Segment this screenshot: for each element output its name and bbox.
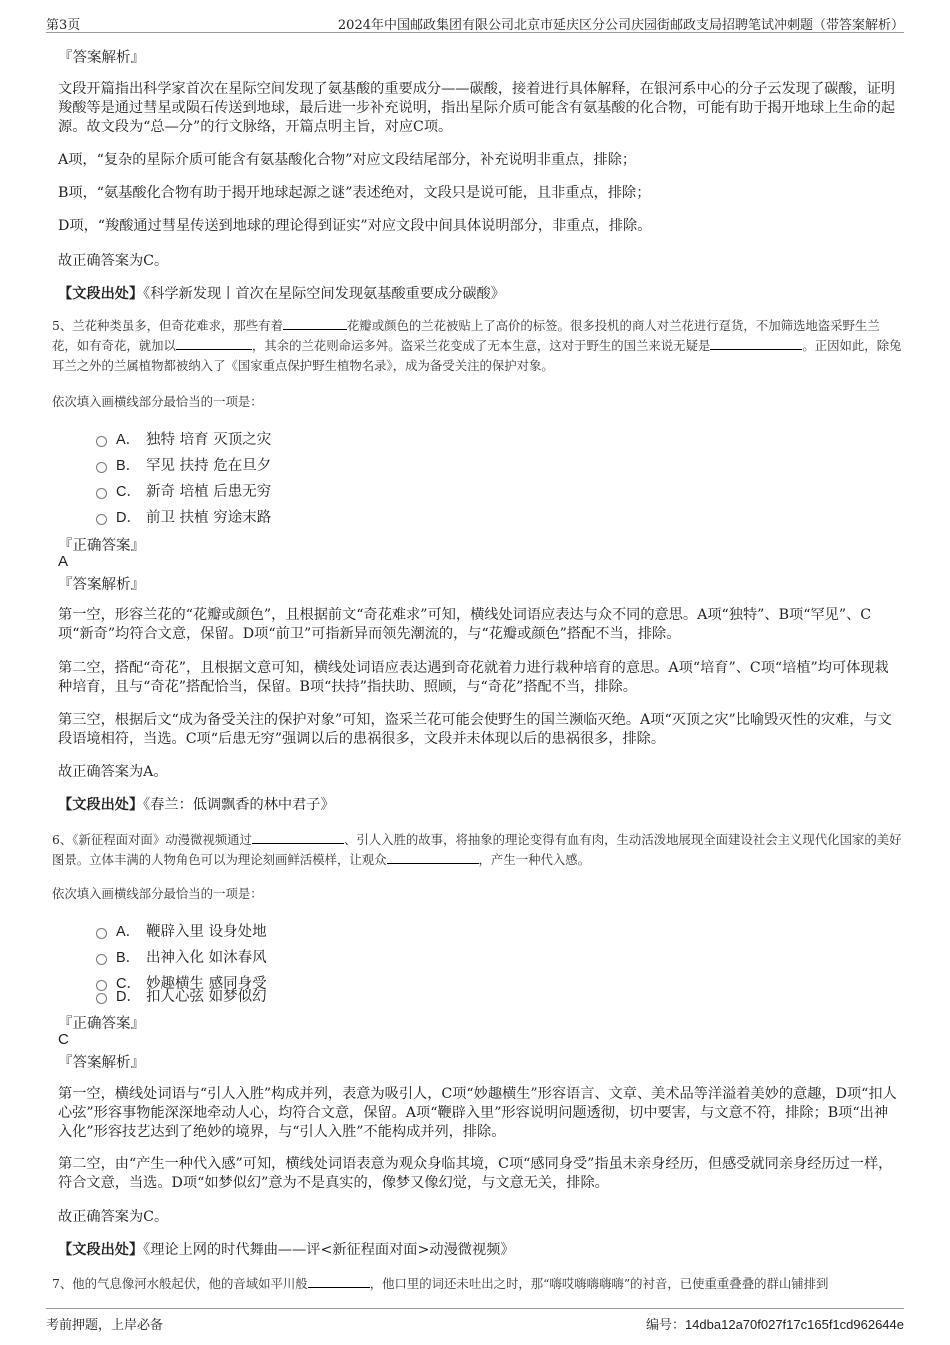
q5-conclusion: 故正确答案为A。	[58, 764, 168, 780]
q6-answer: C	[58, 1031, 69, 1048]
q5-analysis-2: 第二空，搭配“奇花”，且根据文意可知，横线处词语应表达遇到奇花就着力进行栽种培育的意思。A项“培育”、C项“培植”均可体现栽种培育，且与“奇花”搭配恰当，保留。B项“扶持”指扶助、照顾，与“奇花”搭配不当，排除。	[58, 660, 889, 695]
q5-option-a[interactable]: A． 独特 培育 灭顶之灾	[96, 428, 271, 449]
q5-option-c[interactable]: C． 新奇 培植 后患无穷	[96, 480, 271, 501]
q6-instruction: 依次填入画横线部分最恰当的一项是：	[52, 886, 263, 901]
q6-option-a[interactable]: A． 鞭辟入里 设身处地	[96, 920, 267, 941]
page-number: 第3页	[46, 18, 81, 33]
footer-slogan: 考前押题，上岸必备	[46, 1318, 164, 1333]
q5-analysis-3: 第三空，根据后文“成为备受关注的保护对象”可知，盗采兰花可能会使野生的国兰濒临灭绝。A项“灭顶之灾”比喻毁灭性的灾难，与文段语境相符，当选。C项“后患无穷”强调以后的患祸很多，文段并未体现以后的患祸很多，排除。	[58, 712, 892, 747]
analysis-label-q6: 『答案解析』	[58, 1055, 145, 1071]
q4-conclusion: 故正确答案为C。	[58, 253, 169, 269]
q4-analysis-main: 文段开篇指出科学家首次在星际空间发现了氨基酸的重要成分——碳酸，接着进行具体解释，在银河系中心的分子云发现了碳酸，证明羧酸等是通过彗星或陨石传送到地球，最后进一步补充说明，指出星际介质可能含有氨基酸的化合物，可能有助于揭开地球上生命的起源。故文段为“总—分”的行文脉络，开篇点明主旨，对应C项。	[58, 81, 896, 135]
q4-analysis-d: D项，“羧酸通过彗星传送到地球的理论得到证实”对应文段中间具体说明部分，非重点，排除。	[58, 218, 652, 234]
analysis-label-q4: 『答案解析』	[58, 50, 145, 66]
q6-analysis-2: 第二空，由“产生一种代入感”可知，横线处词语表意为观众身临其境，C项“感同身受”指虽未亲身经历，但感受就同亲身经历过一样，符合文意，当选。D项“如梦似幻”意为不是真实的，像梦又像幻觉，与文意无关，排除。	[58, 1156, 893, 1191]
radio-icon[interactable]	[96, 954, 107, 965]
q5-answer: A	[58, 553, 69, 570]
radio-icon[interactable]	[96, 436, 107, 447]
radio-icon[interactable]	[96, 462, 107, 473]
q4-source: 【文段出处】《科学新发现丨首次在星际空间发现氨基酸重要成分碳酸》	[58, 286, 505, 302]
q6-analysis-1: 第一空，横线处词语与“引人入胜”构成并列，表意为吸引人，C项“妙趣横生”形容语言、文章、美术品等洋溢着美妙的意趣，D项“扣人心弦”形容事物能深深地牵动人心，均符合文意，保留。A项“鞭辟入里”形容说明问题透彻，切中要害，与文意不符，排除；B项“出神入化”形容技艺达到了绝妙的境界，与“引人入胜”不能构成并列，排除。	[58, 1086, 897, 1140]
q4-analysis-a: A项，“复杂的星际介质可能含有氨基酸化合物”对应文段结尾部分，补充说明非重点，排除；	[58, 152, 637, 168]
q6-blank-2	[387, 851, 479, 864]
correct-answer-label-q5: 『正确答案』	[58, 538, 145, 554]
analysis-label-q5: 『答案解析』	[58, 577, 145, 593]
radio-icon[interactable]	[96, 993, 107, 1004]
radio-icon[interactable]	[96, 488, 107, 499]
q6-question-text: 6、《新征程面对面》动漫微视频通过 、引人入胜的故事，将抽象的理论变得有血有肉，生动活泼地展现全面建设社会主义现代化国家的美好图景。立体丰满的人物角色可以为理论刻画鲜活模样，让观众 ，产生一种代入感。	[52, 832, 902, 867]
q6-conclusion: 故正确答案为C。	[58, 1209, 169, 1225]
q5-analysis-1: 第一空，形容兰花的“花瓣或颜色”，且根据前文“奇花难求”可知，横线处词语应表达与众不同的意思。A项“独特”、B项“罕见”、C项“新奇”均符合文意，保留。D项“前卫”可指新异而领先潮流的，与“花瓣或颜色”搭配不当，排除。	[58, 607, 872, 642]
q5-source: 【文段出处】《春兰：低调飘香的林中君子》	[58, 797, 335, 813]
q5-blank-2	[176, 337, 252, 350]
q7-blank-1	[308, 1275, 370, 1288]
page-footer	[46, 1308, 904, 1333]
q5-option-d[interactable]: D． 前卫 扶植 穷途末路	[96, 506, 271, 527]
q6-option-d[interactable]: D． 扣人心弦 如梦似幻	[96, 985, 267, 1006]
q6-blank-1	[252, 831, 344, 844]
correct-answer-label-q6: 『正确答案』	[58, 1016, 145, 1032]
q5-blank-3	[710, 337, 802, 350]
q6-source: 【文段出处】《理论上网的时代舞曲——评<新征程面对面>动漫微视频》	[58, 1242, 515, 1258]
q5-blank-1	[283, 317, 347, 330]
radio-icon[interactable]	[96, 514, 107, 525]
radio-icon[interactable]	[96, 928, 107, 939]
q5-option-b[interactable]: B． 罕见 扶持 危在旦夕	[96, 454, 271, 475]
q6-option-c[interactable]: C． 妙趣横生 感同身受	[96, 972, 267, 993]
document-code: 编号：14dba12a70f027f17c165f1cd962644e	[645, 1317, 904, 1332]
q4-analysis-b: B项，“氨基酸化合物有助于揭开地球起源之谜”表述绝对，文段只是说可能，且非重点，排除；	[58, 185, 651, 201]
document-title: 2024年中国邮政集团有限公司北京市延庆区分公司庆园街邮政支局招聘笔试冲刺题（带答案解析）	[337, 18, 904, 33]
q5-question-text: 5、兰花种类虽多，但奇花难求，那些有着 花瓣或颜色的兰花被贴上了高价的标签。很多投机的商人对兰花进行趸货，不加筛选地盗采野生兰花，如有奇花，就加以 ，其余的兰花则命运多舛。盗采兰花变成了无本生意，这对于野生的国兰来说无疑是 。正因如此，除兔耳兰之外的兰属植物都被纳入了《国家重点保护野生植物名录》，成为备受关注的保护对象。	[52, 318, 902, 373]
page-header	[46, 12, 904, 33]
q6-option-b[interactable]: B． 出神入化 如沐春风	[96, 946, 267, 967]
q7-question-text: 7、他的气息像河水般起伏，他的音域如平川般 ，他口里的词还未吐出之时，那“嗨哎嗨嗨嗨嗨”的衬音，已使重重叠叠的群山铺排到	[52, 1276, 829, 1291]
q5-instruction: 依次填入画横线部分最恰当的一项是：	[52, 394, 263, 409]
